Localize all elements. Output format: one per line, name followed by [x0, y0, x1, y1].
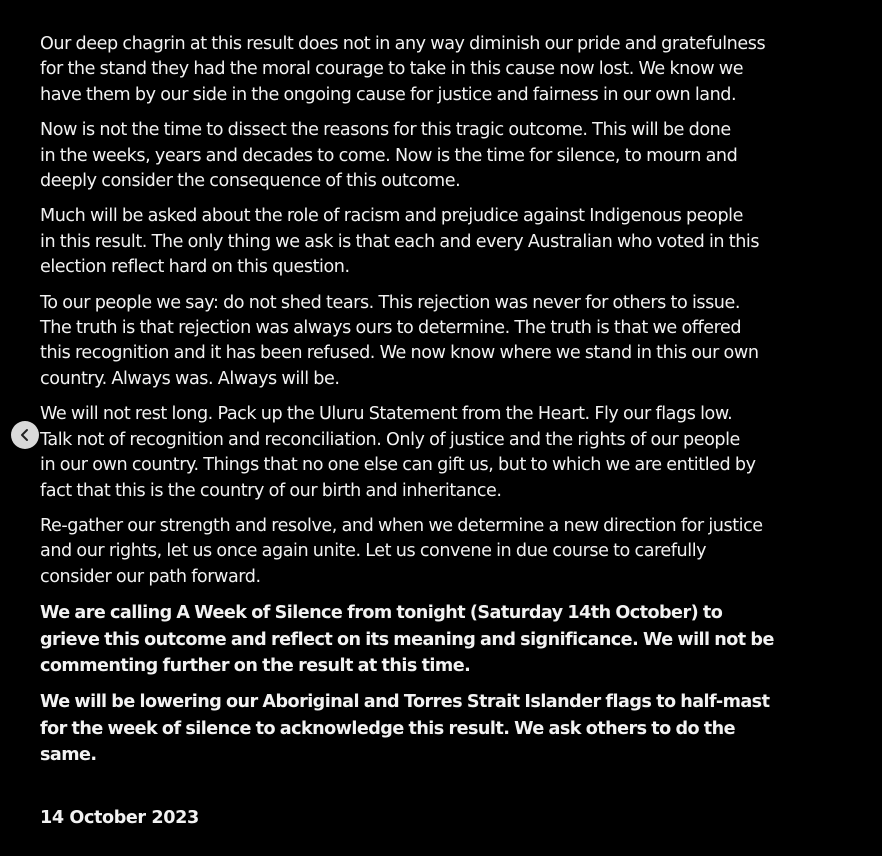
previous-slide-button[interactable]	[11, 421, 39, 449]
paragraph-5: We will not rest long. Pack up the Uluru Statement from the Heart. Fly our flags low. Talk not of recognition and reconciliation. Only of justice and the rights of our people in our own country. Things that no one else can gift us, but to which we are entitled by fact that this is the country of our birth and inheritance.	[40, 404, 756, 501]
paragraph-4: To our people we say: do not shed tears. This rejection was never for others to issue. The truth is that rejection was always ours to determine. The truth is that we offered this recognition and it has been refused. We now know where we stand in this our own country. Always was. Always will be.	[40, 292, 759, 389]
statement-body	[40, 32, 858, 779]
statement-date: 14 October 2023	[40, 808, 199, 828]
paragraph-3: Much will be asked about the role of racism and prejudice against Indigenous people in this result. The only thing we ask is that each and every Australian who voted in this election reflect hard on this question.	[40, 206, 760, 278]
chevron-left-icon	[18, 428, 32, 442]
paragraph-lowering-flags: We will be lowering our Aboriginal and Torres Strait Islander flags to half-mast for the week of silence to acknowledge this result. We ask others to do the same.	[40, 692, 770, 766]
paragraph-6: Re-gather our strength and resolve, and when we determine a new direction for justice and our rights, let us once again unite. Let us convene in due course to carefully consider our path forward.	[40, 515, 763, 587]
paragraph-2: Now is not the time to dissect the reasons for this tragic outcome. This will be done in the weeks, years and decades to come. Now is the time for silence, to mourn and deeply consider the consequence of this outcome.	[40, 120, 738, 192]
paragraph-1: Our deep chagrin at this result does not in any way diminish our pride and gratefulness for the stand they had the moral courage to take in this cause now lost. We know we have them by our side in the ongoing cause for justice and fairness in our own land.	[40, 34, 766, 105]
paragraph-week-of-silence: We are calling A Week of Silence from tonight (Saturday 14th October) to grieve this outcome and reflect on its meaning and significance. We will not be commenting further on the result at this time.	[40, 603, 774, 676]
